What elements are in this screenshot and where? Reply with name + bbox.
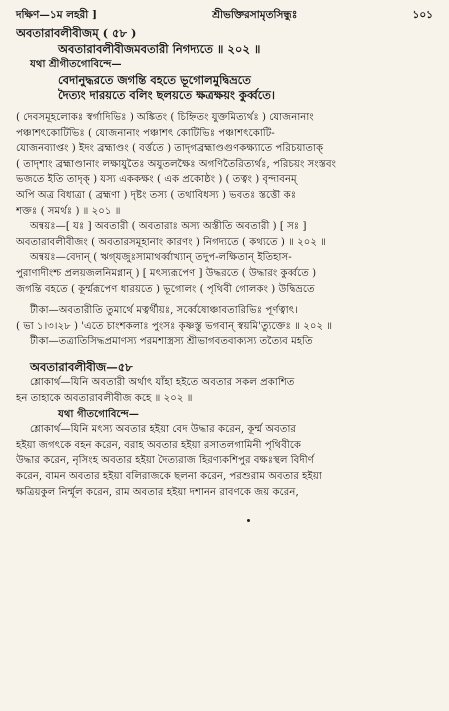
anvaya-line: অন্বয়ঃ—[ যঃ ] অবতারী ( অবতারাঃ অস্য অস্তীতি অবতারী ) [ সঃ ] <box>30 221 307 233</box>
page-number: ১০১ <box>412 9 433 21</box>
anvaya-line: জগন্তি বহতে ( কূর্ম্মরূপেণ ধারয়তে ) ভূগোলং ( পৃথিবী গোলকং ) উদ্বিভ্রতে <box>16 283 315 295</box>
commentary-line: ( তাদৃশাং ব্রহ্মাণ্ডানাং লক্ষাযুতৈঃ অযুতলক্ষৈঃ অগণিতৈরিত্যর্থঃ, পরিচয়ং সংস্তবং <box>16 158 337 170</box>
tika-line: টীকা—অবতারীতি তুমার্থে মত্বর্থীয়ঃ, সর্ব্বেষোঞ্চাবতারিভিঃ পূর্ণত্বাৎ। <box>30 305 298 317</box>
anvaya-line: অবতারাবলীবীজং ( অবতারসমূহানাং কারণং ) নিগদ্যতে ( কথ্যতে ) ॥ ২০২ ॥ <box>16 236 326 248</box>
commentary-line: শক্তঃ ( সমর্থঃ ) ॥ ২০১ ॥ <box>16 205 121 217</box>
source-line: যথা গীতগোবিন্দে— <box>58 407 139 420</box>
header-left: দক্ষিণ—১ম লহরী ] <box>16 9 97 21</box>
translation-line: শ্লোকার্থ—যিনি অবতারী অর্থাৎ যাঁহা হইতে অবতার সকল প্রকাশিত <box>30 377 295 389</box>
translation-line: শ্লোকার্থ—যিনি মৎস্য অবতার হইয়া বেদ উদ্ধার করেন, কূর্ম্ম অবতার <box>30 424 297 436</box>
anvaya-line: পুরাণাদীংশ্চ প্রলয়জলনিমগ্নান্ ) [ মৎস্যরূপেণ ] উদ্ধরতে ( উদ্ধারং কুর্ব্বতে ) <box>16 267 317 279</box>
source-line: যথা শ্রীগীতগোবিন্দে— <box>30 58 122 71</box>
translation-line: উদ্ধার করেন, নৃসিংহ অবতার হইয়া দৈত্যরাজ হিরণ্যকশিপুর বক্ষঃস্থল বিদীর্ণ <box>16 455 314 467</box>
commentary-line: ভজতে ইতি তাদৃক্ ) যস্য এককক্ষং ( এক প্রকোষ্ঠং ) ( তত্বং ) বৃন্দাবনম্ <box>16 174 297 186</box>
anvaya-line: অন্বয়ঃ—বেদান্ ( ঋগ্‌যজুঃসামাথর্ব্বাখ্যান্ তদুপ-লক্ষিতান্ ইতিহাস- <box>30 252 292 264</box>
ink-dot <box>247 519 250 522</box>
verse-line: বেদানুদ্ধরতে জগন্তি বহতে ভূগোলমুদ্বিভ্রতে <box>58 72 251 87</box>
translation-line: হইয়া জগৎকে বহন করেন, বরাহ অবতার হইয়া রসাতলগামিনী পৃথিবীকে <box>16 439 302 451</box>
commentary-line: ( দেবসমূহলোকঃ স্বর্গাদিভিঃ ) অঙ্কিতং ( চিহ্নিতং যুক্তমিত্যর্থঃ ) যোজনানাং <box>16 111 314 123</box>
tika-line: টীকা—তত্রাতিসিদ্ধপ্রমাণস্য পরমশাস্ত্রস্য শ্রীভাগবতবাক্যস্য তত্যৈব মহতি <box>30 336 313 348</box>
tika-line: ( ভা ১।৩।২৮ ) 'এতে চাংশকলাঃ পুংসঃ কৃষ্ণস্তু ভগবান্ স্বয়মি'ত্যুক্তেঃ ॥ ২০২ ॥ <box>16 320 333 332</box>
translation-line: ক্ষত্রিয়কুল নির্ম্মূল করেন, রাম অবতার হইয়া দশানন রাবণকে জয় করেন, <box>16 486 299 498</box>
translation-line: করেন, বামন অবতার হইয়া বলিরাজকে ছলনা করেন, পরশুরাম অবতার হইয়া <box>16 471 322 483</box>
commentary-line: যোজনব্যাপ্তং ) ইদং ব্রহ্মাণ্ডং ( বর্ত্ততে ) তাদৃগব্রহ্মাণ্ডগুণকক্ষ্যাতে পরিচয়াতাক্ <box>16 143 324 155</box>
commentary-line: অপি অত্র বিধাত্রা ( ব্রহ্মণা ) দৃষ্টং তস্য ( তথাবিধস্য ) ভবতঃ স্তত্তৌ কঃ <box>16 189 297 201</box>
section-heading: অবতারাবলীবীজম্ ( ৫৮ ) <box>16 26 137 40</box>
page-header <box>16 8 433 26</box>
commentary-line: পঞ্চাশৎকোটিভিঃ ( যোজনানাং পঞ্চাশৎ কোটিভিঃ পঞ্চাশৎকোটি- <box>16 127 275 139</box>
header-title: শ্রীভক্তিরসামৃতসিন্ধুঃ <box>212 9 298 21</box>
verse-line: অবতারাবলীবীজমবতারী নিগদ্যতে ॥ ২০২ ॥ <box>58 41 261 56</box>
translation-line: হন তাহাকে অবতারাবলীবীজ কহে ॥ ২০২ ॥ <box>16 393 193 405</box>
verse-line: দৈত্যং দারয়তে বলিং ছলয়তে ক্ষত্রক্ষয়ং কুর্ব্বতে। <box>58 88 276 103</box>
bengali-section-heading: অবতারাবলীবীজ—৫৮ <box>30 359 133 374</box>
